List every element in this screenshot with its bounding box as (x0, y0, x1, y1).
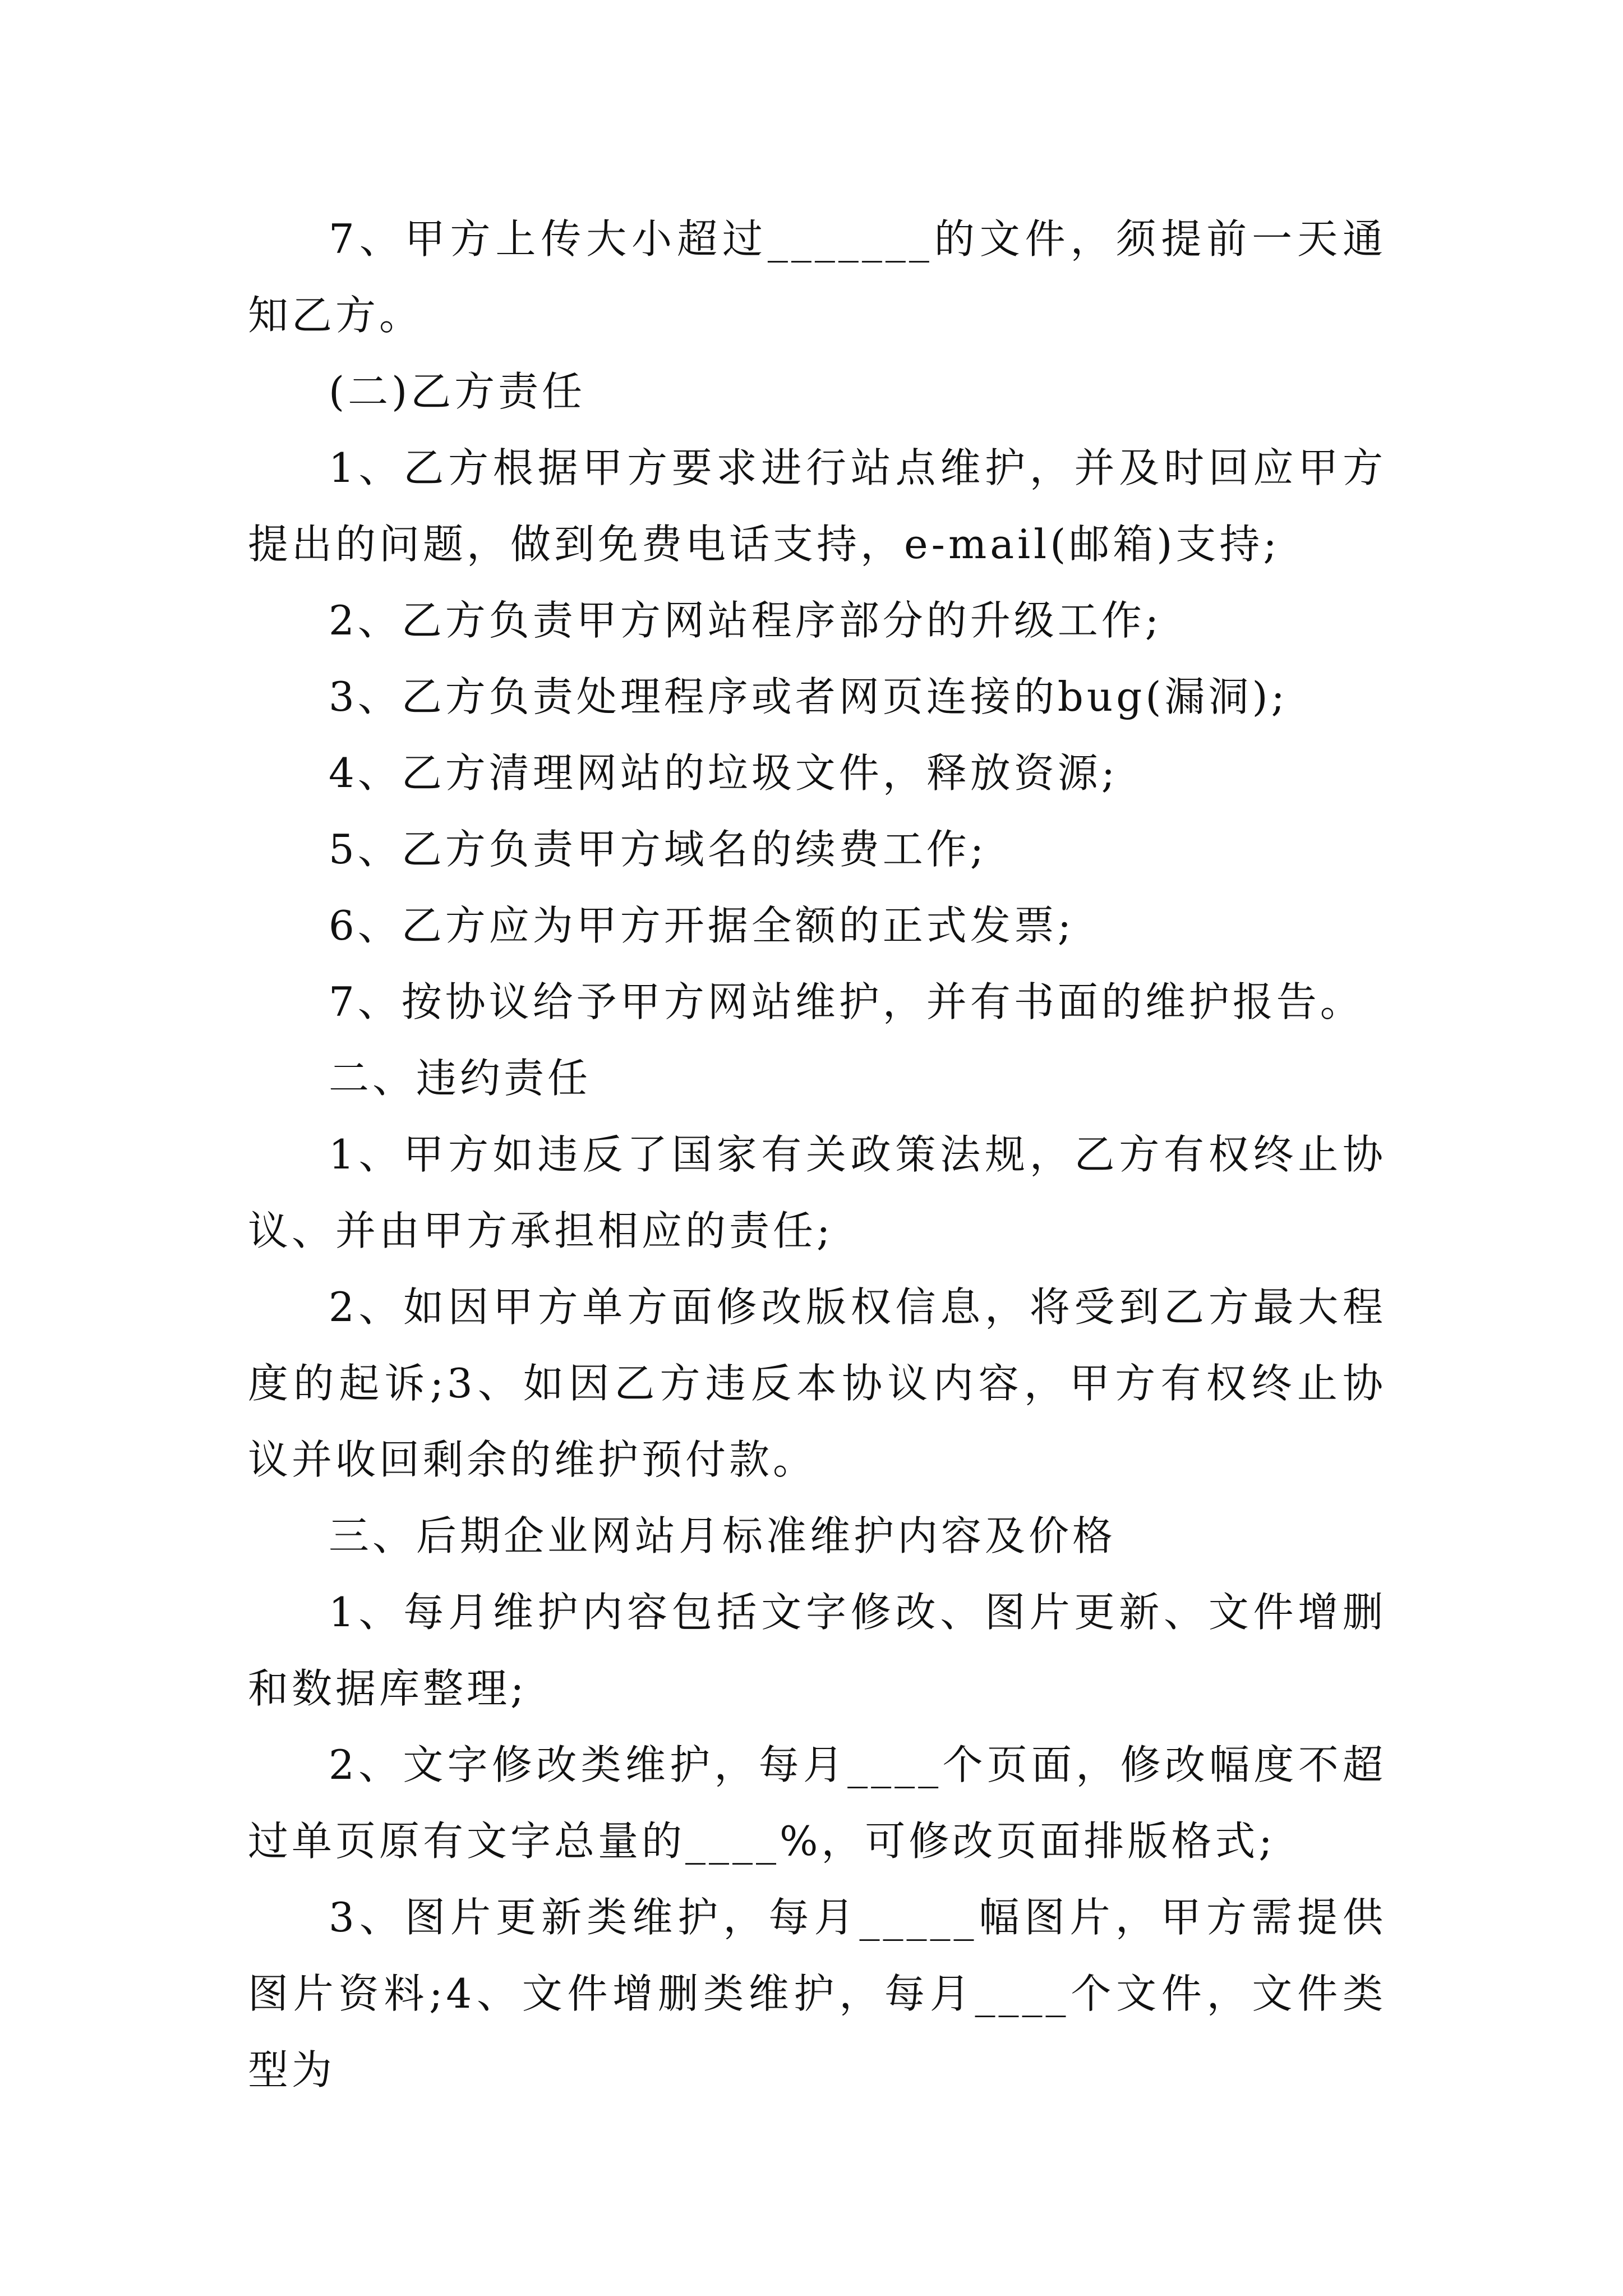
paragraph-b-7-report: 7、按协议给予甲方网站维护，并有书面的维护报告。 (329, 978, 1364, 1025)
paragraph-clause-7-upload-notice: 7、甲方上传大小超过_______的文件，须提前一天通知乙方。 (248, 215, 1386, 339)
paragraph-breach-1: 1、甲方如违反了国家有关政策法规，乙方有权终止协议、并由甲方承担相应的责任; (248, 1131, 1386, 1254)
paragraph-b-6-invoice: 6、乙方应为甲方开据全额的正式发票; (329, 902, 1075, 949)
paragraph-b-5-domain-renewal: 5、乙方负责甲方域名的续费工作; (329, 826, 988, 873)
document-page (248, 201, 1386, 2108)
paragraph-breach-2-3: 2、如因甲方单方面修改版权信息，将受到乙方最大程度的起诉;3、如因乙方违反本协议内容，甲方有权终止协议并收回剩余的维护预付款。 (248, 1283, 1386, 1483)
paragraph-b-4-cleanup: 4、乙方清理网站的垃圾文件，释放资源; (329, 749, 1119, 797)
paragraph-b-1-maintenance-support: 1、乙方根据甲方要求进行站点维护，并及时回应甲方提出的问题，做到免费电话支持，e-mail(邮箱)支持; (248, 444, 1386, 568)
section-heading-party-b-duties: (二)乙方责任 (329, 368, 586, 415)
paragraph-monthly-2-text: 2、文字修改类维护，每月____个页面，修改幅度不超过单页原有文字总量的____%，可修改页面排版格式; (248, 1741, 1386, 1865)
paragraph-b-3-bugs: 3、乙方负责处理程序或者网页连接的bug(漏洞); (329, 673, 1288, 720)
section-heading-breach-liability: 二、违约责任 (329, 1055, 592, 1102)
paragraph-monthly-1-scope: 1、每月维护内容包括文字修改、图片更新、文件增删和数据库整理; (248, 1589, 1386, 1712)
paragraph-b-2-upgrade: 2、乙方负责甲方网站程序部分的升级工作; (329, 597, 1163, 644)
paragraph-monthly-3-4-images-files: 3、图片更新类维护，每月_____幅图片，甲方需提供图片资料;4、文件增删类维护，每月____个文件，文件类型为 (248, 1894, 1386, 2093)
section-heading-monthly-maintenance: 三、后期企业网站月标准维护内容及价格 (329, 1512, 1117, 1559)
